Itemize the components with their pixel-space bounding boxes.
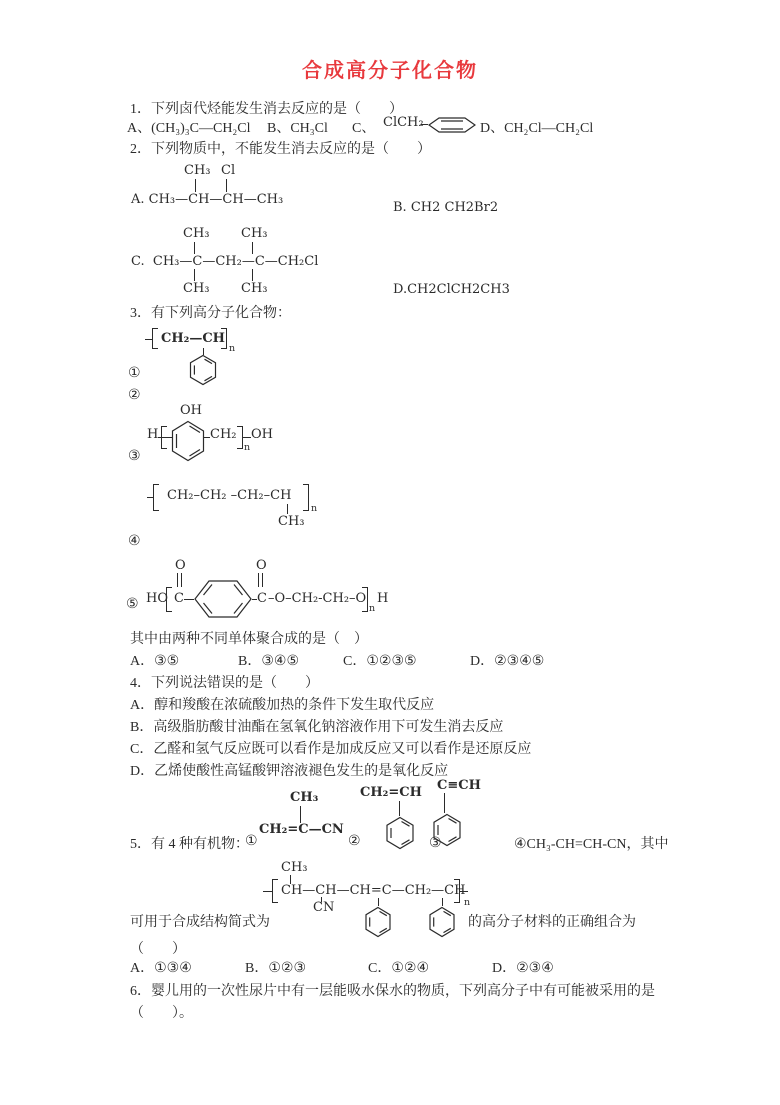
q4-option-b: B．高级脂肪酸甘油酯在氢氧化钠溶液作用下可发生消去反应 (130, 720, 504, 735)
q5-polymer-formula: CH—CH—CH=C—CH₂—CH (281, 883, 466, 898)
q5-monomer1-ch3: CH₃ (290, 790, 319, 805)
bracket-left (161, 426, 167, 449)
q5-polymer-cn: CN (313, 900, 335, 915)
bond-line (184, 599, 194, 600)
q5-option-b: B．①②③ (245, 961, 306, 976)
double-bond-line (258, 573, 263, 587)
q5-monomer4-formula: ④CH₃-CH=CH-CN，其中 (514, 837, 669, 852)
q4-option-d: D．乙烯使酸性高锰酸钾溶液褪色发生的是氧化反应 (130, 764, 449, 779)
q2-stem: 2．下列物质中，不能发生消去反应的是（ ） (130, 142, 431, 157)
polymer3-oh-end: OH (251, 427, 273, 442)
bond-line (287, 504, 288, 514)
bracket-left (153, 484, 159, 511)
bond-line (252, 242, 253, 254)
q5-monomer1-formula: CH₂=C—CN (259, 822, 344, 837)
polymer5-o2: O (256, 558, 267, 573)
q1-option-c-formula: ClCH₂ (383, 115, 424, 130)
q2c-substituent-ch3: CH₃ (183, 226, 210, 241)
bond-line (399, 801, 400, 816)
benzene-ring-icon (428, 906, 456, 938)
q2-option-d: D.CH2ClCH2CH3 (393, 282, 510, 297)
polymer3-h-end: H (147, 427, 159, 442)
q5-stem: 5．有 4 种有机物： (130, 837, 249, 852)
q2-option-b: B. CH2 CH2Br2 (393, 200, 499, 215)
bond-line (421, 124, 428, 125)
bond-line (194, 269, 195, 281)
q5-monomer3-label: ③ (429, 836, 442, 851)
q6-stem: 6．婴儿用的一次性尿片中有一层能吸水保水的物质，下列高分子中有可能被采用的是 (130, 984, 655, 999)
q3-stem2: 其中由两种不同单体聚合成的是（ ） (130, 632, 368, 647)
bond-line (442, 898, 443, 906)
polymer5-c2: C (257, 591, 267, 606)
polymer1-label: ① (128, 366, 141, 381)
bond-line (243, 437, 251, 438)
q5-paren: （ ） (130, 942, 186, 957)
polymer3-label: ③ (128, 449, 141, 464)
benzene-ring-icon (385, 816, 415, 850)
q3-option-b: B．③④⑤ (238, 654, 299, 669)
polymer3-ch2: CH₂ (210, 427, 237, 442)
q5-text-before: 可用于合成结构简式为 (130, 915, 270, 930)
bond-line (300, 806, 301, 823)
q2c-substituent-ch3: CH₃ (241, 281, 268, 296)
q3-option-c: C．①②③⑤ (343, 654, 417, 669)
q5-option-a: A．①③④ (130, 961, 192, 976)
polymer4-label: ④ (128, 534, 141, 549)
q1-option-b: B、CH₃Cl (267, 121, 328, 136)
q2c-substituent-ch3: CH₃ (241, 226, 268, 241)
polymer3-oh-top: OH (180, 403, 202, 418)
q2a-substituent-cl: Cl (221, 163, 236, 178)
q5-text-after: 的高分子材料的正确组合为 (468, 915, 636, 930)
polymer5-subscript: n (369, 603, 376, 614)
q5-monomer2-label: ② (348, 834, 361, 849)
polymer4-subscript: n (311, 503, 318, 514)
bracket-right (362, 587, 368, 612)
polymer4-ch3: CH₃ (278, 514, 305, 529)
polymer2-label: ② (128, 388, 141, 403)
q2a-substituent-ch3: CH₃ (184, 163, 211, 178)
bond-line (194, 242, 195, 254)
polymer5-h-end: H (377, 591, 389, 606)
polymer5-ho-end: HO (146, 591, 168, 606)
polymer5-label: ⑤ (126, 597, 139, 612)
q3-option-d: D．②③④⑤ (470, 654, 545, 669)
double-bond-line (177, 573, 182, 587)
bond-line (263, 891, 272, 892)
q4-option-a: A．醇和羧酸在浓硫酸加热的条件下发生取代反应 (130, 698, 435, 713)
bracket-left (152, 328, 158, 349)
bracket-left (272, 879, 278, 903)
q5-monomer3-formula: C≡CH (437, 778, 481, 793)
polymer1-formula: CH₂—CH (161, 331, 225, 346)
q3-stem: 3．有下列高分子化合物： (130, 306, 291, 321)
bracket-right (221, 328, 227, 349)
q1-option-c-label: C、 (352, 121, 376, 136)
benzene-ring-icon (194, 579, 252, 619)
q6-paren: （ ）。 (130, 1006, 193, 1021)
q5-polymer-subscript: n (464, 897, 471, 908)
q3-option-a: A．③⑤ (130, 654, 180, 669)
bond-line (459, 891, 468, 892)
page-title: 合成高分子化合物 (302, 60, 478, 82)
bond-line (195, 179, 196, 192)
q4-option-c: C．乙醛和氢气反应既可以看作是加成反应又可以看作是还原反应 (130, 742, 532, 757)
bracket-left (166, 587, 172, 612)
bracket-right (303, 484, 309, 511)
q2c-substituent-ch3: CH₃ (183, 281, 210, 296)
benzene-ring-icon (170, 420, 206, 462)
polymer1-subscript: n (229, 343, 236, 354)
q5-polymer-ch3: CH₃ (281, 860, 308, 875)
bond-line (444, 793, 445, 813)
polymer5-c1: C (174, 591, 184, 606)
polymer5-chain: –O–CH₂-CH₂–O (268, 591, 367, 606)
polymer4-formula: CH₂–CH₂ –CH₂–CH (167, 488, 292, 503)
q1-stem: 1．下列卤代烃能发生消去反应的是（ ） (130, 102, 403, 117)
bond-line (226, 179, 227, 192)
bond-line (378, 898, 379, 906)
bond-line (252, 269, 253, 281)
polymer3-subscript: n (244, 442, 251, 453)
q4-stem: 4．下列说法错误的是（ ） (130, 676, 319, 691)
q2-option-a-formula: A. CH₃—CH—CH—CH₃ (131, 192, 284, 207)
q5-monomer1-label: ① (245, 834, 258, 849)
polymer5-o1: O (175, 558, 186, 573)
q2-option-c-formula: C. CH₃—C—CH₂—C—CH₂Cl (131, 254, 319, 269)
q5-monomer2-formula: CH₂=CH (360, 785, 422, 800)
benzene-ring-icon (432, 813, 462, 847)
benzene-ring-icon (188, 354, 218, 386)
q1-option-a: A、(CH₃)₃C—CH₂Cl (127, 121, 251, 136)
q5-option-c: C．①②④ (368, 961, 429, 976)
benzene-ring-icon (364, 906, 392, 938)
q5-option-d: D．②③④ (492, 961, 554, 976)
q1-option-d: D、CH₂Cl—CH₂Cl (480, 121, 594, 136)
benzene-ring-icon (428, 117, 476, 133)
